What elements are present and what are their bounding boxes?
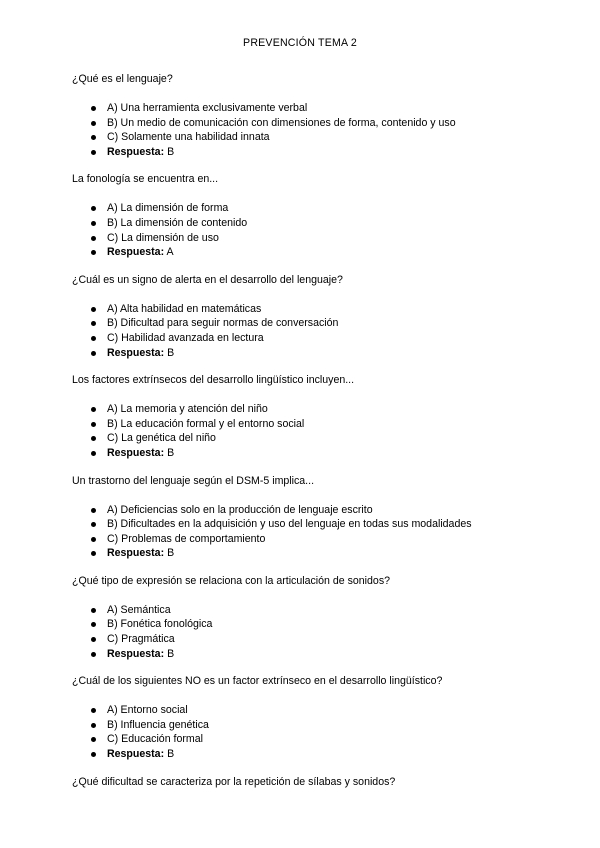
option-text: C) Solamente una habilidad innata <box>107 131 270 144</box>
answer-label: Respuesta: <box>107 547 165 560</box>
bullet-icon <box>91 537 96 542</box>
option-item <box>72 201 542 216</box>
answer-value: B <box>167 547 175 560</box>
bullet-icon <box>91 422 96 427</box>
option-item <box>72 316 542 331</box>
answer-label: Respuesta: <box>107 748 165 761</box>
bullet-icon <box>91 135 96 140</box>
bullet-icon <box>91 150 96 155</box>
question-list <box>72 72 542 789</box>
bullet-icon <box>91 737 96 742</box>
answer-value: B <box>167 748 175 761</box>
answer-value: B <box>167 647 175 660</box>
bullet-icon <box>91 221 96 226</box>
option-item <box>72 302 542 317</box>
answer-label: Respuesta: <box>107 647 165 660</box>
option-item <box>72 101 542 116</box>
option-item <box>72 603 542 618</box>
option-text: A) La dimensión de forma <box>107 202 229 215</box>
question-text: ¿Qué es el lenguaje? <box>72 73 173 85</box>
answer-label: Respuesta: <box>107 145 165 158</box>
option-text: A) Una herramienta exclusivamente verbal <box>107 102 308 114</box>
option-text: A) Alta habilidad en matemáticas <box>107 302 262 315</box>
answer-item <box>72 346 542 361</box>
bullet-icon <box>91 522 96 527</box>
option-text: C) Educación formal <box>107 733 203 746</box>
bullet-icon <box>91 551 96 556</box>
option-item <box>72 431 542 446</box>
bullet-icon <box>91 436 96 441</box>
answer-item <box>72 245 542 260</box>
option-text: C) La genética del niño <box>107 432 216 445</box>
option-item <box>72 417 542 432</box>
bullet-icon <box>91 752 96 757</box>
question-text: Un trastorno del lenguaje según el DSM-5 implica... <box>72 474 315 487</box>
option-item <box>72 617 542 632</box>
answer-value: B <box>167 446 175 459</box>
question-text: La fonología se encuentra en... <box>72 173 219 186</box>
bullet-icon <box>91 708 96 713</box>
options-list <box>72 402 542 460</box>
option-text: B) La dimensión de contenido <box>107 216 248 229</box>
bullet-icon <box>91 608 96 613</box>
answer-value: B <box>167 145 175 158</box>
option-item <box>72 632 542 647</box>
bullet-icon <box>91 250 96 255</box>
options-list <box>72 302 542 360</box>
answer-value: A <box>166 246 174 259</box>
bullet-icon <box>91 106 96 111</box>
option-text: B) Influencia genética <box>107 718 209 731</box>
option-text: A) Semántica <box>107 603 171 616</box>
question-text: ¿Cuál es un signo de alerta en el desarrollo del lenguaje? <box>72 273 343 286</box>
option-item <box>72 517 542 532</box>
bullet-icon <box>91 321 96 326</box>
options-list <box>72 503 542 561</box>
bullet-icon <box>91 622 96 627</box>
answer-value: B <box>167 346 175 359</box>
bullet-icon <box>91 336 96 341</box>
option-item <box>72 130 542 145</box>
option-item <box>72 718 542 733</box>
answer-item <box>72 446 542 461</box>
answer-label: Respuesta: <box>107 346 165 359</box>
answer-item <box>72 546 542 561</box>
option-text: A) Entorno social <box>107 704 188 717</box>
option-text: B) Dificultades en la adquisición y uso del lenguaje en todas sus modalidades <box>107 518 472 531</box>
bullet-icon <box>91 351 96 356</box>
options-list <box>72 201 542 259</box>
answer-item <box>72 747 542 762</box>
option-item <box>72 503 542 518</box>
bullet-icon <box>91 723 96 728</box>
bullet-icon <box>91 206 96 211</box>
answer-label: Respuesta: <box>107 246 165 259</box>
bullet-icon <box>91 307 96 312</box>
bullet-icon <box>91 652 96 657</box>
option-text: C) Problemas de comportamiento <box>107 532 266 545</box>
option-item <box>72 532 542 547</box>
question-text: ¿Cuál de los siguientes NO es un factor extrínseco en el desarrollo lingüístico? <box>72 675 443 688</box>
answer-item <box>72 647 542 662</box>
answer-label: Respuesta: <box>107 446 165 459</box>
options-list <box>72 101 542 159</box>
question-text: Los factores extrínsecos del desarrollo lingüístico incluyen... <box>72 374 355 387</box>
options-list <box>72 603 542 661</box>
option-text: B) Fonética fonológica <box>107 618 213 631</box>
option-text: C) Pragmática <box>107 633 175 646</box>
bullet-icon <box>91 121 96 126</box>
option-item <box>72 402 542 417</box>
bullet-icon <box>91 451 96 456</box>
option-text: C) Habilidad avanzada en lectura <box>107 331 264 344</box>
option-item <box>72 331 542 346</box>
option-text: B) Un medio de comunicación con dimensiones de forma, contenido y uso <box>107 116 456 129</box>
option-item <box>72 116 542 131</box>
option-item <box>72 231 542 246</box>
option-text: A) La memoria y atención del niño <box>107 403 268 416</box>
option-item <box>72 216 542 231</box>
page-title: PREVENCIÓN TEMA 2 <box>243 37 357 49</box>
question-text: ¿Qué tipo de expresión se relaciona con la articulación de sonidos? <box>72 574 391 587</box>
bullet-icon <box>91 637 96 642</box>
option-text: A) Deficiencias solo en la producción de lenguaje escrito <box>107 503 373 516</box>
bullet-icon <box>91 508 96 513</box>
option-item <box>72 732 542 747</box>
option-item <box>72 703 542 718</box>
bullet-icon <box>91 236 96 241</box>
option-text: C) La dimensión de uso <box>107 231 219 244</box>
option-text: B) Dificultad para seguir normas de conversación <box>107 317 339 330</box>
answer-item <box>72 145 542 160</box>
question-text: ¿Qué dificultad se caracteriza por la repetición de sílabas y sonidos? <box>72 775 396 788</box>
option-text: B) La educación formal y el entorno social <box>107 417 305 430</box>
bullet-icon <box>91 407 96 412</box>
options-list <box>72 703 542 761</box>
